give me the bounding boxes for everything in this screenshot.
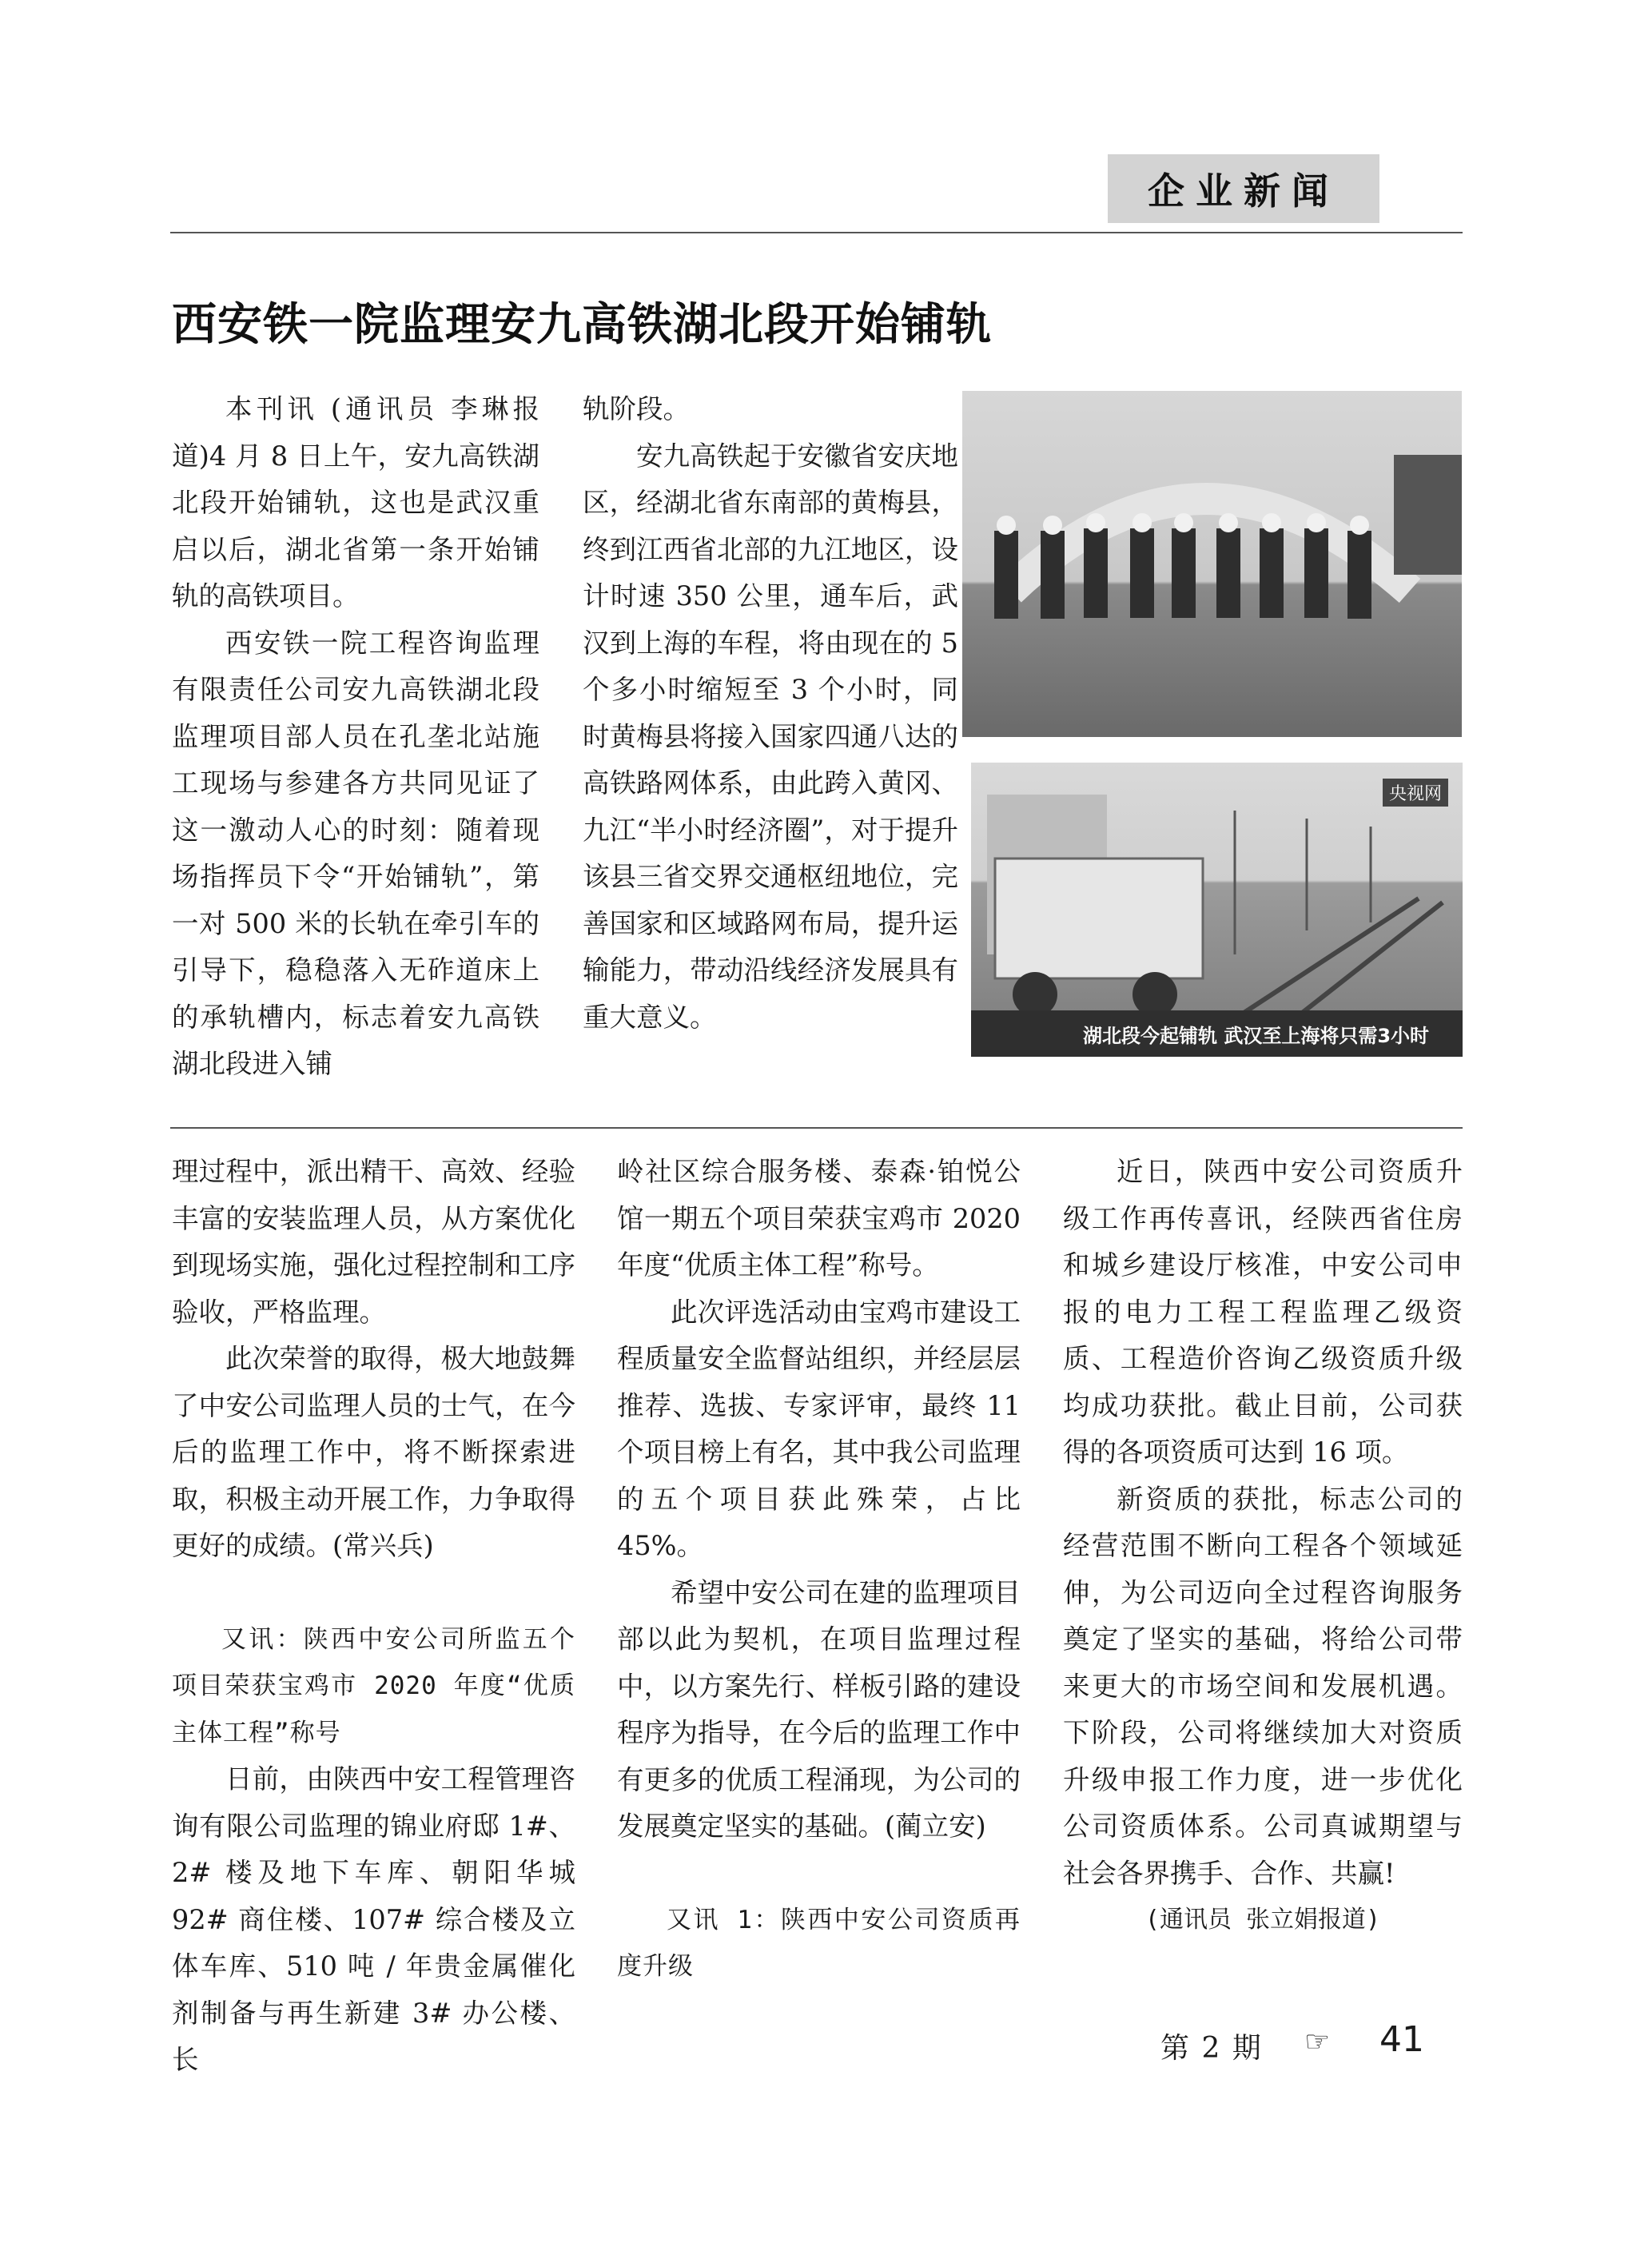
- page-number: 41: [1379, 2019, 1424, 2060]
- paragraph: 此次评选活动由宝鸡市建设工程质量安全监督站组织，并经层层推荐、选拔、专家评审，最终 11 个项目榜上有名，其中我公司监理的五个项目获此殊荣，占比 45%。: [617, 1296, 1021, 1561]
- subheading: 又讯 1：陕西中安公司资质再度升级: [617, 1905, 1021, 1981]
- section-tag: 企业新闻: [1108, 154, 1379, 223]
- article-title: 西安铁一院监理安九高铁湖北段开始铺轨: [172, 299, 992, 351]
- article2-col2: [617, 1149, 1021, 1990]
- paragraph: 新资质的获批，标志公司的经营范围不断向工程各个领域延伸，为公司迈向全过程咨询服务奠定了坚实的基础，将给公司带来更大的市场空间和发展机遇。下阶段，公司将继续加大对资质升级申报工作力度，进一步优化公司资质体系。公司真诚期望与社会各界携手、合作、共赢!: [1063, 1483, 1463, 1889]
- paragraph: 本刊讯 (通讯员 李琳报道)4 月 8 日上午，安九高铁湖北段开始铺轨，这也是武汉重启以后，湖北省第一条开始铺轨的高铁项目。: [172, 393, 539, 612]
- paragraph: 近日，陕西中安公司资质升级工作再传喜讯，经陕西省住房和城乡建设厅核准，中安公司申报的电力工程工程监理乙级资质、工程造价咨询乙级资质升级均成功获批。截止目前，公司获得的各项资质可达到 16 项。: [1063, 1156, 1463, 1468]
- paragraph: 岭社区综合服务楼、泰森·铂悦公馆一期五个项目荣获宝鸡市 2020 年度“优质主体工程”称号。: [617, 1156, 1021, 1281]
- header-rule: [170, 232, 1463, 233]
- issue-number: 第 2 期: [1160, 2032, 1263, 2065]
- paragraph: 日前，由陕西中安工程管理咨询有限公司监理的锦业府邸 1#、2# 楼及地下车库、朝阳华城 92# 商住楼、107# 综合楼及立体车库、510 吨 / 年贵金属催化剂制备与再生新建 3# 办公楼、长: [172, 1763, 575, 2075]
- paragraph: 轨阶段。: [583, 393, 690, 424]
- paragraph: 希望中安公司在建的监理项目部以此为契机，在项目监理过程中，以方案先行、样板引路的建设程序为指导，在今后的监理工作中有更多的优质工程涌现，为公司的发展奠定坚实的基础。(蔺立安): [617, 1576, 1021, 1842]
- article2-col1: [172, 1149, 575, 2084]
- article1-col2: [583, 386, 958, 1041]
- paragraph: 西安铁一院工程咨询监理有限责任公司安九高铁湖北段监理项目部人员在孔垄北站施工现场与参建各方共同见证了这一激动人心的时刻：随着现场指挥员下令“开始铺轨”，第一对 500 米的长轨在牵引车的引导下，稳稳落入无砟道床上的承轨槽内，标志着安九高铁湖北段进入铺: [172, 627, 539, 1079]
- paragraph: 理过程中，派出精干、高效、经验丰富的安装监理人员，从方案优化到现场实施，强化过程控制和工序验收，严格监理。: [172, 1156, 575, 1328]
- article1-col1: [172, 386, 539, 1088]
- article2-col3: [1063, 1149, 1463, 1944]
- ceremony-photo: [962, 391, 1462, 737]
- reporter-credit: (通讯员 张立娟报道): [1144, 1906, 1381, 1934]
- pointing-hand-icon: ☞: [1304, 2026, 1331, 2058]
- video-caption: 湖北段今起铺轨 武汉至上海将只需3小时: [971, 1010, 1463, 1057]
- paragraph: 此次荣誉的取得，极大地鼓舞了中安公司监理人员的士气，在今后的监理工作中，将不断探索进取，积极主动开展工作，力争取得更好的成绩。(常兴兵): [172, 1343, 575, 1561]
- subheading: 又讯：陕西中安公司所监五个项目荣获宝鸡市 2020 年度“优质主体工程”称号: [172, 1624, 575, 1747]
- paragraph: 安九高铁起于安徽省安庆地区，经湖北省东南部的黄梅县，终到江西省北部的九江地区，设计时速 350 公里，通车后，武汉到上海的车程，将由现在的 5 个多小时缩短至 3 个小时，同时黄梅县将接入国家四通八达的高铁路网体系，由此跨入黄冈、九江“半小时经济圈”，对于提升该县三省交界交通枢纽地位，完善国家和区域路网布局，提升运输能力，带动沿线经济发展具有重大意义。: [583, 440, 958, 1033]
- track-laying-photo: [971, 763, 1463, 1057]
- source-watermark: 央视网: [1383, 779, 1448, 807]
- ceremony-photo-graphic: [962, 391, 1462, 737]
- article-divider: [170, 1127, 1463, 1129]
